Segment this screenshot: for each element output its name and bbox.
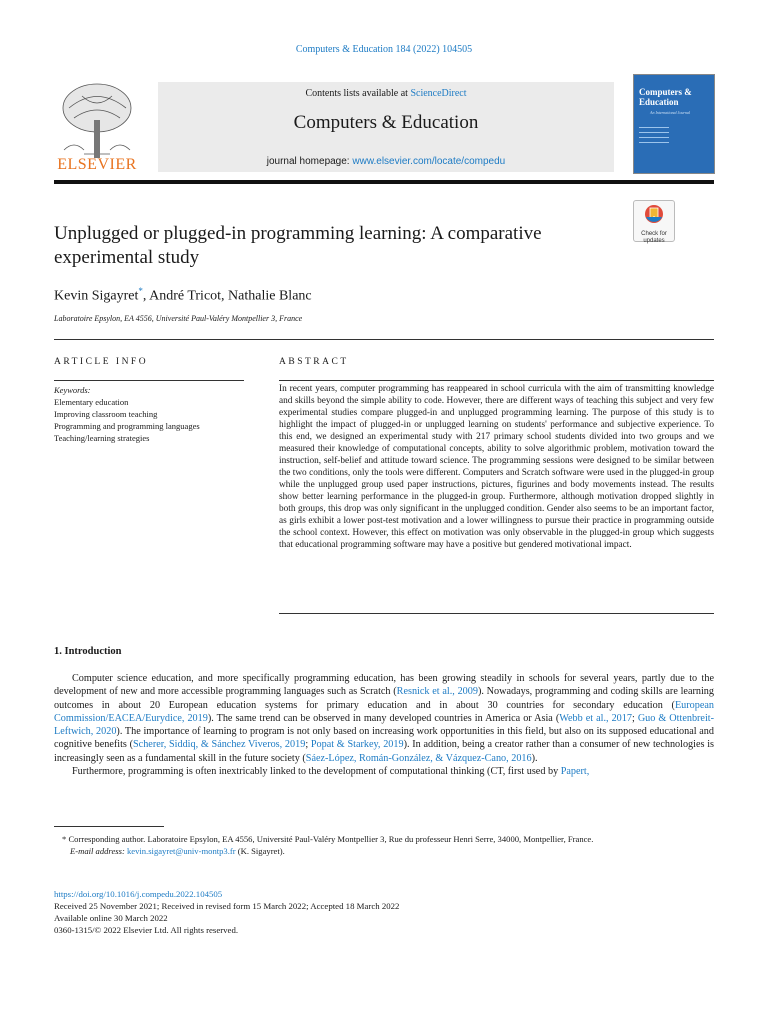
abstract-rule bbox=[279, 380, 714, 381]
received-dates: Received 25 November 2021; Received in revised form 15 March 2022; Accepted 18 March 2022 bbox=[54, 901, 400, 911]
copyright: 0360-1315/© 2022 Elsevier Ltd. All rights reserved. bbox=[54, 925, 239, 935]
cover-title: Computers & Education bbox=[639, 87, 692, 107]
citation-link[interactable]: Sáez-López, Román-González, & Vázquez-Cano, 2016 bbox=[305, 752, 532, 764]
text: ). The same trend can be observed in many developed countries in America or Asia ( bbox=[207, 712, 560, 724]
elsevier-tree-icon bbox=[54, 80, 140, 160]
text: ). The importance of learning to program is not only based on increasing work opportunities in this field, but also on its supposed educational and cognitive benefits ( bbox=[54, 726, 714, 751]
doi-link[interactable]: https://doi.org/10.1016/j.compedu.2022.104505 bbox=[54, 889, 223, 899]
email-label: E-mail address: bbox=[70, 846, 127, 856]
section-rule bbox=[54, 339, 714, 340]
text: ; bbox=[631, 712, 638, 724]
affiliation: Laboratoire Epsylon, EA 4556, Université Paul-Valéry Montpellier 3, France bbox=[54, 314, 303, 323]
citation-link[interactable]: Papert, bbox=[560, 766, 590, 778]
introduction-heading: 1. Introduction bbox=[54, 646, 122, 657]
homepage-line bbox=[158, 156, 614, 167]
journal-reference-link[interactable]: Computers & Education 184 (2022) 104505 bbox=[295, 44, 473, 55]
citation-link[interactable]: Guo & Ottenbreit-Leftwich, 2020 bbox=[54, 712, 715, 738]
corresponding-author-note: * Corresponding author. Laboratoire Epsylon, EA 4556, Université Paul-Valéry Montpellier 3, Rue du professeur Henri Serre, 34000, Montpellier, France. bbox=[62, 834, 594, 844]
keywords-label: Keywords: bbox=[54, 385, 91, 395]
email-line bbox=[54, 845, 714, 857]
footnote-rule bbox=[54, 826, 164, 827]
header-rule bbox=[54, 180, 714, 184]
author-name[interactable]: Kevin Sigayret bbox=[54, 288, 139, 304]
keyword-item: Teaching/learning strategies bbox=[54, 433, 150, 443]
paragraph bbox=[54, 765, 714, 778]
masthead bbox=[54, 74, 714, 186]
citation-link[interactable]: Popat & Starkey, 2019 bbox=[310, 739, 404, 751]
text: ). Nowadays, programming and coding skills are learning outcomes in about 20 European education systems for primary education and in about 30 countries for secondary education ( bbox=[54, 686, 714, 711]
journal-cover-image[interactable] bbox=[633, 74, 715, 174]
article-info-heading: ARTICLE INFO bbox=[54, 357, 149, 367]
abstract-text: In recent years, computer programming has reappeared in school curricula with the aim of transmitting knowledge and skills beyond the simple ability to code. However, there are different ways of teaching this subject and very few experimental studies compare plugged-in and unplugged programming learning. The purpose of this study is to highlight the impact of plugged-in or unplugged learning on students' performance and subjective experience. To this end, we designed an experimental study with 217 primary school students divided into two groups and we measured their knowledge of computational concepts, ability to solve algorithmic problem, motivation toward the instruction, self-belief and attitude toward science. The programming sessions were designed to be similar between the two conditions, only the tools were different. Computers and Scratch software were used in the plugged-in group while the unplugged group used paper instructions, pictures, figurines and body movements instead. The results show better learning performance in the plugged-in group. Furthermore, although motivation dropped slightly in both groups, this drop was only significant in the unplugged condition. Gender also seems to be an important factor, as girls exhibit a lower post-test motivation and a lower willingness to pursue their practice in programming outside the school context. However, this effect on motivation was only observable in the plugged-in group which suggests that educational programming software may have a positive but gendered motivational impact. bbox=[279, 384, 714, 550]
text: Computer science education, and more specifically programming education, has been growing steadily in schools for several years, partly due to the development of new and more accessible programming languages such as Scratch ( bbox=[54, 673, 714, 698]
abstract-bottom-rule bbox=[279, 613, 714, 614]
paragraph bbox=[54, 672, 714, 765]
introduction-body bbox=[54, 672, 714, 778]
cover-subtitle: An International Journal bbox=[650, 110, 690, 115]
sciencedirect-link[interactable]: ScienceDirect bbox=[410, 88, 467, 99]
homepage-link[interactable]: www.elsevier.com/locate/compedu bbox=[352, 156, 506, 167]
corresponding-author-mark[interactable]: * bbox=[138, 286, 143, 296]
keyword-item: Elementary education bbox=[54, 397, 129, 407]
citation-link[interactable]: Resnick et al., 2009 bbox=[396, 686, 478, 698]
keywords-block bbox=[54, 384, 200, 444]
abstract-heading: ABSTRACT bbox=[279, 357, 349, 367]
citation-link[interactable]: Scherer, Siddiq, & Sánchez Viveros, 2019 bbox=[133, 739, 306, 751]
coauthor-names[interactable]: , André Tricot, Nathalie Blanc bbox=[142, 288, 312, 304]
journal-reference[interactable] bbox=[0, 44, 768, 55]
article-title: Unplugged or plugged-in programming learning: A comparative experimental study bbox=[54, 223, 542, 268]
contents-line bbox=[158, 88, 614, 99]
citation-link[interactable]: Webb et al., 2017 bbox=[559, 712, 632, 724]
bookmark-icon bbox=[644, 204, 664, 224]
check-for-updates-badge[interactable] bbox=[633, 200, 675, 242]
check-for-updates-label: Check for updates bbox=[641, 231, 667, 244]
author-list bbox=[54, 286, 312, 305]
text: Furthermore, programming is often inextricably linked to the development of computational thinking (CT, first used by bbox=[72, 766, 561, 778]
available-online: Available online 30 March 2022 bbox=[54, 913, 168, 923]
text: ; bbox=[305, 739, 311, 751]
email-suffix: (K. Sigayret). bbox=[235, 846, 285, 856]
article-info-rule bbox=[54, 380, 244, 381]
email-link[interactable]: kevin.sigayret@univ-montp3.fr bbox=[126, 846, 236, 856]
publisher-name: ELSEVIER bbox=[57, 156, 137, 173]
masthead-box bbox=[158, 82, 614, 172]
footnote bbox=[54, 833, 714, 857]
homepage-prefix: journal homepage: bbox=[266, 156, 353, 167]
keyword-item: Programming and programming languages bbox=[54, 421, 200, 431]
journal-name: Computers & Education bbox=[293, 112, 479, 133]
keyword-item: Improving classroom teaching bbox=[54, 409, 158, 419]
text: ). In addition, being a creator rather than a consumer of new technologies is increasingly seen as a fundamental skill in the future society ( bbox=[54, 739, 714, 764]
citation-link[interactable]: European Commission/EACEA/Eurydice, 2019 bbox=[54, 699, 714, 724]
text: ). bbox=[531, 752, 538, 764]
cover-decoration bbox=[639, 127, 669, 147]
contents-prefix: Contents lists available at bbox=[305, 88, 411, 99]
publication-info bbox=[54, 888, 399, 936]
